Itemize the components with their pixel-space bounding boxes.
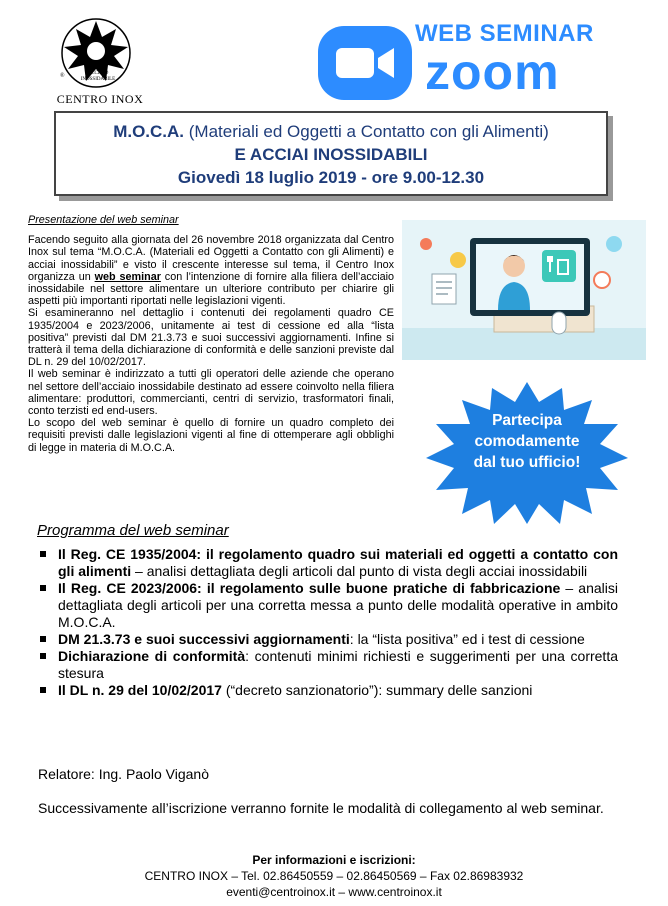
programma-item: Dichiarazione di conformità: contenuti minimi richiesti e suggerimenti per una corretta stesura xyxy=(38,648,618,682)
title-line1 xyxy=(56,120,606,143)
web-seminar-emphasis: web seminar xyxy=(94,270,161,283)
relatore: Relatore: Ing. Paolo Viganò xyxy=(38,766,209,782)
programma-item: Il Reg. CE 2023/2006: il regolamento sulle buone pratiche di fabbricazione – analisi dettagliata degli articoli per una corretta messa a punto delle modalità operative in ambito M.O.C.A. xyxy=(38,580,618,631)
intro-section xyxy=(28,214,394,454)
footer-phone-line: CENTRO INOX – Tel. 02.86450559 – 02.86450569 – Fax 02.86983932 xyxy=(144,869,524,883)
logo-caption: CENTRO INOX xyxy=(56,92,144,106)
footer-heading: Per informazioni e iscrizioni: xyxy=(252,853,416,867)
title-acronym: M.O.C.A. xyxy=(113,122,185,141)
intro-heading: Presentazione del web seminar xyxy=(28,214,179,226)
zoom-wordmark: zoom xyxy=(425,44,560,100)
programma-item: Il DL n. 29 del 10/02/2017 (“decreto sanzionatorio”): summary delle sanzioni xyxy=(38,682,618,699)
intro-paragraph-4: Lo scopo del web seminar è quello di fornire un quadro completo dei requisiti previsti dalle legislazioni vigenti al fine di ottemperare agli obblighi di legge in materia di M.O.C.A. xyxy=(28,417,394,454)
registered-mark: ® xyxy=(60,73,65,79)
title-date: Giovedì 18 luglio 2019 - ore 9.00-12.30 xyxy=(177,168,485,187)
centro-inox-logo xyxy=(56,15,136,95)
intro-paragraph-1: Facendo seguito alla giornata del 26 novembre 2018 organizzata dal Centro Inox sul tema “M.O.C.A. (Materiali ed Oggetti a Contatto con gli Alimenti) e acciai inossidabili” e visto il crescente interesse sul tema, il Centro Inox organizza un web seminar con l’intenzione di fornire alla filiera dell’acciaio inossidabile nel settore alimentare un ulteriore contributo per chiarire gli aspetti più importanti riportati nelle legislazioni vigenti. xyxy=(28,234,395,308)
logo-ring-line2: INOSSIDABILE xyxy=(80,77,116,82)
title-line2: E ACCIAI INOSSIDABILI xyxy=(234,145,428,164)
intro-paragraph-2: Si esamineranno nel dettaglio i contenuti dei regolamenti quadro CE 1935/2004 e 2023/2006, unitamente ai test di cessione ed alla “lista positiva” previsti dal DM 21.3.73 e suoi successivi aggiornamenti. Infine si tratterà il tema della dichiarazione di conformità e delle sanzioni previste dal DL n. 29 del 10/02/2017. xyxy=(28,307,394,369)
web-seminar-label: WEB SEMINAR xyxy=(415,20,594,47)
burst-line2: comodamente xyxy=(474,433,580,450)
programma-item: Il Reg. CE 1935/2004: il regolamento quadro sui materiali ed oggetti a contatto con gli alimenti – analisi dettagliata degli articoli dal punto di vista degli acciai inossidabili xyxy=(38,546,618,580)
starburst-text xyxy=(448,410,606,473)
title-expansion: (Materiali ed Oggetti a Contatto con gli Alimenti) xyxy=(184,122,549,141)
intro-paragraph-3: Il web seminar è indirizzato a tutti gli operatori delle aziende che operano nel settore dell’acciaio inossidabile destinato ad essere coinvolto nella filiera alimentare: produttori, commercianti, centri di servizio, trasformatori finali, conto terzisti ed end-users. xyxy=(28,368,394,418)
contact-footer xyxy=(0,852,668,900)
title-box xyxy=(54,111,608,196)
programma-list xyxy=(38,546,618,699)
successivamente-note: Successivamente all’iscrizione verranno fornite le modalità di collegamento al web seminar. xyxy=(38,800,604,816)
zoom-camera-icon xyxy=(318,26,412,100)
burst-line1: Partecipa xyxy=(492,412,562,429)
logo-ring-line1: ACCIAIO xyxy=(87,71,109,76)
online-seminar-illustration xyxy=(402,220,646,360)
footer-contact-links[interactable]: eventi@centroinox.it – www.centroinox.it xyxy=(226,885,442,899)
programma-item: DM 21.3.73 e suoi successivi aggiornamenti: la “lista positiva” ed i test di cessione xyxy=(38,631,618,648)
programma-heading: Programma del web seminar xyxy=(37,522,229,539)
burst-line3: dal tuo ufficio! xyxy=(473,454,581,471)
